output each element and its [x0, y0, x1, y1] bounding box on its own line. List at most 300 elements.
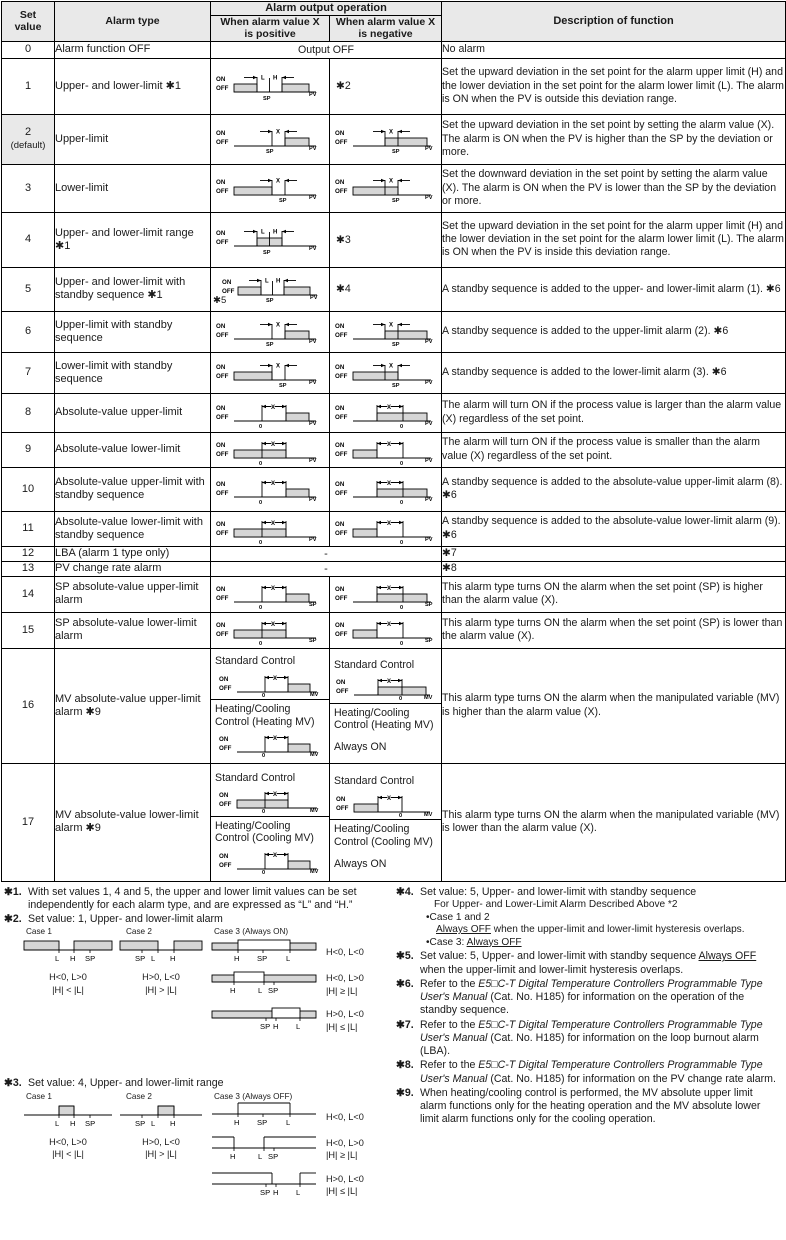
waveform-mv-lower-hc-pos — [215, 846, 325, 874]
table-body — [2, 41, 786, 881]
case1-label: Case 1 — [26, 927, 52, 937]
waveform-abs-upper-standby-negative — [333, 472, 439, 506]
subcell-heating-cooling-control — [211, 817, 329, 876]
svg-text:SP: SP — [257, 1117, 268, 1127]
waveform-abs-upper-positive — [214, 396, 326, 430]
table-row — [2, 648, 786, 763]
waveform-upper-limit-standby-negative — [333, 314, 439, 350]
cell-description: A standby sequence is added to the lower-limit alarm (3). ✱6 — [442, 352, 786, 393]
svg-text:ON: ON — [216, 322, 226, 330]
svg-text:L: L — [286, 1117, 291, 1127]
svg-text:H: H — [230, 986, 236, 996]
cell-diagram-positive — [211, 212, 330, 267]
svg-text:ON: ON — [219, 736, 229, 744]
footnote-5-rest: when the upper-limit and lower-limit hysteresis overlaps. — [420, 963, 684, 976]
svg-text:SP: SP — [309, 638, 317, 645]
svg-text:0: 0 — [399, 500, 403, 507]
footnote-text: Set value: 1, Upper- and lower-limit alarm — [28, 913, 223, 926]
footnote-text — [420, 1019, 782, 1059]
cell-diagram-positive — [211, 576, 330, 612]
cell-diagram-positive — [211, 648, 330, 763]
svg-text:ON: ON — [334, 586, 344, 594]
svg-text:X: X — [271, 622, 276, 629]
cell-output-span: - — [211, 561, 442, 576]
cell-description: No alarm — [442, 41, 786, 58]
manual-title: E5□C-T Digital Temperature Controllers Programmable Type User's Manual — [420, 1059, 763, 1085]
footnote-number: ✱1. — [4, 885, 22, 898]
table-row — [2, 561, 786, 576]
note2-case3c-conditions — [326, 1008, 364, 1033]
subcell-standard-control — [211, 652, 329, 700]
svg-text:MV: MV — [310, 808, 319, 814]
subcell-label: Heating/Cooling Control (Heating MV) — [334, 706, 434, 732]
table-row — [2, 393, 786, 432]
cond-line2: |H| > |L| — [145, 1149, 177, 1160]
bullet1-rest: when the upper-limit and lower-limit hysteresis overlaps. — [490, 924, 745, 936]
svg-text:H: H — [70, 1118, 76, 1128]
footnotes — [0, 882, 786, 1240]
cell-alarm-type: Upper-limit — [55, 114, 211, 164]
svg-text:L: L — [55, 954, 60, 964]
svg-text:PV: PV — [309, 497, 317, 504]
cell-description: The alarm will turn ON if the process value is smaller than the alarm value (X) regardless of the set point. — [442, 432, 786, 467]
svg-text:H: H — [70, 954, 76, 964]
set-value-number: 2 — [24, 126, 32, 139]
cell-diagram-positive — [211, 311, 330, 352]
subcell-label: Heating/Cooling Control (Heating MV) — [215, 703, 315, 728]
cell-diagram-negative — [330, 612, 442, 648]
cell-description: A standby sequence is added to the absolute-value upper-limit alarm (8). ✱6 — [442, 467, 786, 511]
svg-text:OFF: OFF — [334, 450, 347, 458]
header-when-positive-l1: When alarm value X — [220, 15, 320, 28]
svg-text:OFF: OFF — [334, 529, 347, 537]
svg-text:OFF: OFF — [334, 372, 347, 380]
note2-case3c-diagram — [210, 1007, 318, 1031]
cell-set-value: 0 — [2, 41, 55, 58]
svg-text:X: X — [386, 404, 391, 411]
footnote-8 — [396, 1059, 782, 1085]
subcell-label: Heating/Cooling Control (Cooling MV) — [215, 819, 314, 845]
cell-description: ✱8 — [442, 561, 786, 576]
svg-text:0: 0 — [399, 605, 403, 611]
cell-diagram-negative — [330, 114, 442, 164]
underlined-always-off: Always OFF — [436, 924, 491, 936]
cond-line2: |H| ≤ |L| — [326, 1186, 358, 1197]
table-row — [2, 511, 786, 546]
waveform-lower-limit-positive — [214, 169, 326, 207]
table-row — [2, 467, 786, 511]
footnote-4-bullet1-sub — [420, 924, 782, 937]
table-row — [2, 763, 786, 881]
svg-text:0: 0 — [399, 641, 403, 647]
footnote-text — [420, 950, 782, 976]
svg-text:X: X — [388, 178, 393, 185]
cond-line1: H>0, L<0 — [142, 972, 180, 983]
svg-text:H: H — [273, 75, 278, 82]
cell-alarm-type: Absolute-value lower-limit with standby sequence — [55, 511, 211, 546]
svg-text:OFF: OFF — [216, 238, 229, 246]
svg-text:L: L — [55, 1118, 60, 1128]
svg-text:SP: SP — [391, 341, 399, 348]
svg-text:L: L — [261, 229, 265, 236]
note2-case3a-conditions: H<0, L<0 — [326, 947, 364, 958]
svg-text:OFF: OFF — [334, 595, 347, 603]
svg-text:H: H — [230, 1151, 236, 1161]
svg-text:OFF: OFF — [334, 631, 347, 639]
cell-description: Set the upward deviation in the set point by setting the alarm value (X). The alarm is ON when the PV is higher than the SP by the deviation or more. — [442, 114, 786, 164]
svg-text:OFF: OFF — [222, 288, 235, 296]
waveform-mv-upper-std-pos — [215, 669, 325, 697]
waveform-lower-limit-standby-negative — [333, 355, 439, 391]
cell-alarm-type: Alarm function OFF — [55, 41, 211, 58]
table-row — [2, 58, 786, 114]
svg-text:ON: ON — [334, 179, 344, 187]
svg-text:ON: ON — [334, 622, 344, 630]
svg-text:PV: PV — [309, 338, 317, 345]
svg-text:0: 0 — [262, 869, 266, 874]
cell-diagram-positive — [211, 511, 330, 546]
cell-diagram-positive — [211, 352, 330, 393]
cell-diagram-positive — [211, 393, 330, 432]
svg-text:OFF: OFF — [216, 372, 229, 380]
note2-case1-diagram — [22, 939, 114, 967]
svg-text:ON: ON — [216, 229, 226, 237]
svg-text:OFF: OFF — [216, 139, 229, 147]
svg-text:OFF: OFF — [334, 490, 347, 498]
svg-text:OFF: OFF — [219, 801, 232, 809]
header-when-negative-l1: When alarm value X — [335, 15, 436, 28]
svg-text:ON: ON — [334, 520, 344, 528]
svg-text:ON: ON — [336, 795, 346, 803]
svg-text:ON: ON — [216, 481, 226, 489]
svg-text:X: X — [276, 129, 281, 136]
post-text: (Cat. No. H185) for information on the PV change rate alarm. — [487, 1072, 776, 1085]
post-text: (Cat. No. H185) for information on the loop burnout alarm (LBA). — [420, 1031, 759, 1058]
svg-text:OFF: OFF — [216, 413, 229, 421]
cell-description: This alarm type turns ON the alarm when the set point (SP) is lower than the alarm value (X). — [442, 612, 786, 648]
svg-text:SP: SP — [266, 149, 274, 156]
cond-line1: H<0, L>0 — [326, 1137, 364, 1148]
svg-text:L: L — [258, 986, 263, 996]
svg-text:SP: SP — [263, 249, 271, 256]
svg-text:OFF: OFF — [216, 331, 229, 339]
svg-text:L: L — [296, 1022, 301, 1032]
case3-label: Case 3 (Always ON) — [214, 927, 289, 937]
cell-set-value: 15 — [2, 612, 55, 648]
table-row — [2, 612, 786, 648]
svg-text:PV: PV — [310, 295, 318, 302]
cond-line1: H>0, L<0 — [142, 1136, 180, 1147]
waveform-abs-lower-standby-negative — [333, 513, 439, 545]
waveform-upper-limit-positive — [214, 120, 326, 158]
svg-text:MV: MV — [424, 811, 433, 817]
cell-description: A standby sequence is added to the absolute-value lower-limit alarm (9). ✱6 — [442, 511, 786, 546]
cond-line2: |H| ≤ |L| — [326, 1021, 358, 1032]
svg-text:PV: PV — [424, 420, 432, 427]
svg-text:X: X — [276, 322, 281, 329]
svg-text:X: X — [388, 322, 393, 329]
svg-text:X: X — [271, 441, 276, 448]
header-when-negative-l2: is negative — [358, 28, 413, 41]
svg-text:X: X — [386, 520, 391, 527]
footnote-number: ✱7. — [396, 1018, 414, 1031]
svg-text:H: H — [276, 278, 281, 285]
cond-line2: |H| < |L| — [52, 1149, 84, 1160]
waveform-mv-upper-hc-pos — [215, 729, 325, 757]
svg-text:ON: ON — [216, 404, 226, 412]
cond-line1: H<0, L>0 — [49, 972, 87, 983]
subcell-always-value: Always ON — [334, 741, 387, 754]
svg-text:ON: ON — [334, 322, 344, 330]
note3-case3a-diagram — [210, 1100, 318, 1128]
note3-case1-diagram — [22, 1104, 114, 1132]
cell-description: A standby sequence is added to the upper- and lower-limit alarm (1). ✱6 — [442, 267, 786, 311]
table-row — [2, 212, 786, 267]
svg-text:H: H — [234, 1117, 240, 1127]
svg-text:SP: SP — [268, 986, 279, 996]
cell-alarm-type: SP absolute-value lower-limit alarm — [55, 612, 211, 648]
svg-text:PV: PV — [424, 146, 432, 153]
svg-text:SP: SP — [424, 602, 432, 609]
svg-text:ON: ON — [336, 679, 346, 687]
cell-description: Set the downward deviation in the set point by setting the alarm value (X). The alarm is ON when the PV is lower than the SP by the deviation or more. — [442, 164, 786, 212]
svg-text:L: L — [286, 954, 291, 964]
note3-case1-conditions — [22, 1136, 114, 1161]
cell-set-value: 11 — [2, 511, 55, 546]
cell-diagram-positive — [211, 432, 330, 467]
note2-case2-diagram — [118, 939, 204, 967]
footnote-4-line1: Set value: 5, Upper- and lower-limit with standby sequence — [420, 885, 697, 898]
note2-case1-conditions — [22, 971, 114, 996]
waveform-abs-lower-positive — [214, 434, 326, 466]
svg-text:SP: SP — [135, 1118, 146, 1128]
cell-diagram-negative — [330, 352, 442, 393]
subcell-standard-control — [330, 772, 441, 820]
waveform-abs-lower-standby-positive — [214, 513, 326, 545]
cell-set-value: 14 — [2, 576, 55, 612]
svg-text:ON: ON — [216, 586, 226, 594]
cell-output-span: - — [211, 546, 442, 561]
footnotes-right-column — [396, 886, 782, 1240]
waveform-deviation-band-outside — [214, 65, 326, 107]
svg-text:OFF: OFF — [216, 450, 229, 458]
svg-text:OFF: OFF — [334, 331, 347, 339]
waveform-upper-limit-standby-positive — [214, 314, 326, 350]
cell-description: A standby sequence is added to the upper-limit alarm (2). ✱6 — [442, 311, 786, 352]
svg-text:0: 0 — [399, 460, 403, 466]
footnote-4-bullet2 — [420, 937, 782, 950]
waveform-lower-limit-negative — [333, 169, 439, 207]
corner-note-star5: ✱5 — [213, 294, 227, 306]
footnote-1 — [4, 886, 390, 912]
footnote-text: With set values 1, 4 and 5, the upper and lower limit values can be set independently for each alarm type, and are expressed as “L” and “H.” — [28, 885, 357, 911]
svg-text:ON: ON — [334, 441, 344, 449]
waveform-abs-upper-negative — [333, 396, 439, 430]
subcell-label: Standard Control — [334, 658, 415, 671]
svg-text:SP: SP — [260, 1187, 271, 1197]
cell-negative-note: ✱3 — [330, 212, 442, 267]
cell-description: Set the upward deviation in the set point for the alarm upper limit (H) and the lower deviation in the set point for the alarm lower limit (L). The alarm is ON when the PV is outside this deviation range. — [442, 58, 786, 114]
svg-text:X: X — [271, 404, 276, 411]
footnote-4-line2: For Upper- and Lower-Limit Alarm Described Above *2 — [434, 898, 678, 910]
footnote-9 — [396, 1087, 782, 1127]
cell-set-value: 16 — [2, 648, 55, 763]
svg-text:ON: ON — [216, 363, 226, 371]
footnotes-left-column — [4, 886, 390, 1240]
header-when-negative — [330, 15, 442, 41]
footnote-4-bullet1: • Case 1 and 2 — [420, 912, 782, 925]
svg-text:H: H — [234, 954, 240, 964]
manual-title: E5□C-T Digital Temperature Controllers Programmable Type User's Manual — [420, 977, 763, 1004]
svg-text:OFF: OFF — [216, 595, 229, 603]
waveform-deviation-band-outside-standby — [214, 269, 326, 309]
svg-text:ON: ON — [216, 441, 226, 449]
svg-text:PV: PV — [309, 536, 317, 543]
cell-diagram-positive — [211, 114, 330, 164]
svg-text:OFF: OFF — [216, 188, 229, 196]
svg-text:X: X — [387, 795, 392, 802]
cell-alarm-type: SP absolute-value upper-limit alarm — [55, 576, 211, 612]
svg-text:SP: SP — [391, 149, 399, 156]
svg-text:0: 0 — [259, 460, 263, 466]
note3-case2-diagram — [118, 1104, 204, 1132]
header-when-positive — [211, 15, 330, 41]
cell-set-value: 5 — [2, 267, 55, 311]
waveform-mv-lower-std-neg — [334, 789, 438, 817]
set-value-default-note: (default) — [10, 140, 46, 152]
footnote-text — [420, 886, 782, 950]
svg-text:OFF: OFF — [216, 85, 229, 93]
waveform-sp-abs-upper-negative — [333, 578, 439, 610]
footnote-number: ✱4. — [396, 885, 414, 898]
svg-text:PV: PV — [424, 457, 432, 464]
svg-text:SP: SP — [85, 1118, 96, 1128]
cell-set-value: 9 — [2, 432, 55, 467]
cell-set-value: 3 — [2, 164, 55, 212]
svg-text:X: X — [271, 481, 276, 488]
waveform-deviation-band-inside — [214, 219, 326, 261]
note3-case3c-conditions — [326, 1173, 364, 1198]
waveform-upper-limit-negative — [333, 120, 439, 158]
footnote-5 — [396, 950, 782, 976]
cell-diagram-negative — [330, 648, 442, 763]
svg-text:0: 0 — [399, 539, 403, 545]
header-set-value — [2, 2, 55, 42]
cell-description: This alarm type turns ON the alarm when the manipulated variable (MV) is higher than the alarm value (X). — [442, 648, 786, 763]
svg-text:X: X — [271, 520, 276, 527]
cell-negative-note: ✱4 — [330, 267, 442, 311]
svg-text:OFF: OFF — [219, 745, 232, 753]
header-set-value-l2: value — [14, 21, 42, 34]
footnote-2 — [4, 913, 390, 926]
svg-text:OFF: OFF — [219, 861, 232, 869]
cell-output-span: Output OFF — [211, 41, 442, 58]
manual-title: E5□C-T Digital Temperature Controllers Programmable Type User's Manual — [420, 1018, 763, 1044]
footnote-text: When heating/cooling control is performed, the MV absolute upper limit alarm functions only for the heating operation and the MV absolute lower limit alarm functions only for the cooling operation. — [420, 1086, 761, 1126]
svg-text:L: L — [265, 278, 269, 285]
cell-alarm-type: LBA (alarm 1 type only) — [55, 546, 211, 561]
cell-alarm-type: MV absolute-value lower-limit alarm ✱9 — [55, 763, 211, 881]
svg-text:X: X — [273, 792, 278, 799]
svg-text:OFF: OFF — [336, 688, 349, 696]
note3-case2-conditions — [118, 1136, 204, 1161]
svg-text:X: X — [386, 481, 391, 488]
svg-text:MV: MV — [310, 752, 319, 758]
cell-diagram-positive — [211, 267, 330, 311]
svg-text:PV: PV — [424, 195, 432, 202]
cell-alarm-type: MV absolute-value upper-limit alarm ✱9 — [55, 648, 211, 763]
cell-diagram-positive — [211, 763, 330, 881]
note3-case3b-conditions — [326, 1137, 364, 1162]
svg-text:L: L — [261, 75, 265, 82]
svg-text:X: X — [388, 129, 393, 136]
note3-case-figures — [4, 1092, 390, 1240]
svg-text:PV: PV — [424, 338, 432, 345]
underlined-always-off: Always OFF — [466, 936, 522, 948]
table-row — [2, 352, 786, 393]
cell-set-value — [2, 114, 55, 164]
svg-text:SP: SP — [391, 198, 399, 205]
svg-text:OFF: OFF — [334, 188, 347, 196]
cell-diagram-positive — [211, 612, 330, 648]
alarm-type-table — [1, 1, 786, 882]
svg-text:0: 0 — [259, 423, 263, 430]
header-alarm-output-operation: Alarm output operation — [211, 2, 442, 16]
subcell-label: Standard Control — [334, 775, 415, 788]
note2-case3a-diagram — [210, 939, 318, 963]
svg-text:PV: PV — [309, 379, 317, 386]
footnote-6 — [396, 978, 782, 1018]
note2-case3b-conditions — [326, 972, 364, 997]
cell-set-value: 4 — [2, 212, 55, 267]
cell-description: Set the upward deviation in the set point for the alarm upper limit (H) and the lower deviation in the set point for the alarm lower limit (L). The alarm is ON when the PV is inside this deviation range. — [442, 212, 786, 267]
svg-text:ON: ON — [216, 76, 226, 84]
svg-text:L: L — [151, 954, 156, 964]
cell-set-value: 17 — [2, 763, 55, 881]
cell-diagram-negative — [330, 576, 442, 612]
cell-diagram-negative — [330, 311, 442, 352]
svg-text:0: 0 — [259, 500, 263, 507]
svg-text:X: X — [276, 178, 281, 185]
svg-text:OFF: OFF — [334, 139, 347, 147]
waveform-sp-abs-lower-positive — [214, 614, 326, 646]
svg-text:PV: PV — [309, 420, 317, 427]
subcell-heating-cooling-control — [330, 704, 441, 756]
header-description: Description of function — [442, 2, 786, 42]
svg-text:SP: SP — [279, 198, 287, 205]
footnote-4 — [396, 886, 782, 950]
svg-text:H: H — [170, 954, 176, 964]
svg-text:L: L — [258, 1151, 263, 1161]
cell-alarm-type: Lower-limit with standby sequence — [55, 352, 211, 393]
svg-text:SP: SP — [268, 1151, 279, 1161]
svg-text:X: X — [273, 852, 278, 859]
footnote-text: Set value: 4, Upper- and lower-limit range — [28, 1077, 224, 1090]
cell-set-value: 8 — [2, 393, 55, 432]
svg-text:X: X — [387, 679, 392, 686]
svg-text:OFF: OFF — [216, 529, 229, 537]
svg-text:PV: PV — [309, 195, 317, 202]
cell-set-value: 10 — [2, 467, 55, 511]
svg-text:X: X — [276, 363, 281, 370]
bullet2-pre: Case 3: — [429, 936, 467, 948]
note3-case3a-conditions: H<0, L<0 — [326, 1111, 364, 1122]
footnote-number: ✱3. — [4, 1077, 22, 1090]
cell-diagram-negative — [330, 432, 442, 467]
cell-diagram-negative — [330, 511, 442, 546]
svg-text:MV: MV — [310, 868, 319, 874]
waveform-mv-lower-std-pos — [215, 785, 325, 813]
